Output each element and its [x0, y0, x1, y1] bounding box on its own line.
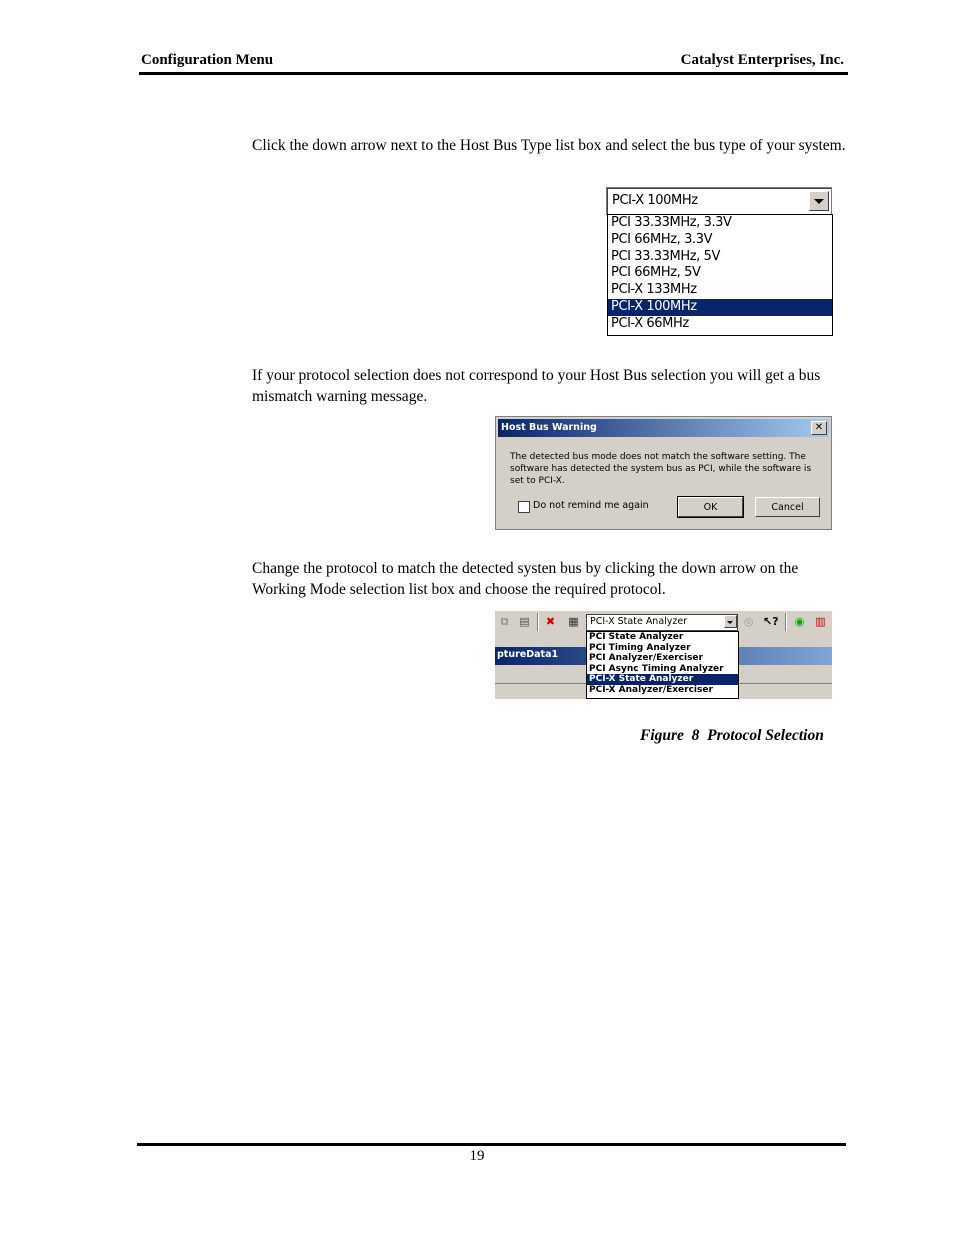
host-bus-combo[interactable]	[606, 187, 832, 215]
host-bus-selected-value: PCI-X 100MHz	[612, 193, 698, 208]
cancel-button[interactable]: Cancel	[755, 497, 820, 517]
chart-icon[interactable]: ▥	[815, 615, 826, 628]
host-bus-option[interactable]: PCI 33.33MHz, 3.3V	[611, 215, 732, 230]
calendar-icon[interactable]: ▦	[568, 615, 579, 628]
figure-caption: Figure 8 Protocol Selection	[640, 727, 824, 744]
footer-rule	[137, 1143, 846, 1146]
chevron-down-icon	[727, 621, 733, 624]
delete-icon[interactable]: ✖	[545, 615, 556, 628]
protocol-toolbar	[495, 611, 832, 699]
working-mode-combo[interactable]	[586, 614, 738, 631]
protocol-option[interactable]: PCI Timing Analyzer	[589, 642, 691, 653]
toolbar-separator	[785, 613, 787, 631]
chevron-down-icon	[814, 199, 824, 204]
host-bus-dropdown-button[interactable]	[809, 191, 829, 211]
host-bus-options-list	[607, 214, 833, 336]
working-mode-selected-value: PCI-X State Analyzer	[590, 616, 688, 627]
close-icon: ✕	[814, 422, 824, 433]
paste-icon[interactable]: ▤	[519, 615, 530, 628]
toolbar-separator	[537, 613, 539, 631]
host-bus-type-listbox	[606, 187, 832, 340]
host-bus-option[interactable]: PCI 33.33MHz, 5V	[611, 248, 720, 264]
run-icon[interactable]: ◉	[794, 615, 805, 628]
dialog-title: Host Bus Warning	[501, 422, 597, 433]
header-left: Configuration Menu	[141, 52, 274, 68]
protocol-option[interactable]: PCI Analyzer/Exerciser	[589, 653, 703, 664]
dialog-titlebar	[498, 419, 829, 437]
toolbar-row	[495, 611, 832, 633]
protocol-option-selected[interactable]: PCI-X State Analyzer	[587, 674, 738, 685]
dialog-message: The detected bus mode does not match the software setting. The software has detected the system bus as PCI, while the software is set to PCI-X.	[510, 452, 812, 486]
do-not-remind-label: Do not remind me again	[533, 500, 649, 511]
working-mode-dropdown-button[interactable]	[724, 615, 737, 628]
host-bus-option-selected[interactable]: PCI-X 100MHz	[608, 299, 832, 316]
paragraph-mismatch: If your protocol selection does not correspond to your Host Bus selection you will get a bus mismatch warning message.	[252, 367, 821, 405]
paragraph-protocol: Change the protocol to match the detected systen bus by clicking the down arrow on the Working Mode selection list box and choose the required protocol.	[252, 560, 799, 598]
stop-icon[interactable]: ◎	[743, 615, 754, 628]
host-bus-option[interactable]: PCI-X 66MHz	[611, 315, 689, 331]
paragraph-host-bus: Click the down arrow next to the Host Bus Type list box and select the bus type of your system.	[252, 137, 846, 154]
host-bus-option[interactable]: PCI 66MHz, 3.3V	[611, 231, 713, 247]
close-button[interactable]	[811, 421, 827, 435]
copy-icon[interactable]: ⧉	[500, 615, 509, 628]
working-mode-options-list	[586, 631, 739, 699]
protocol-option[interactable]: PCI-X Analyzer/Exerciser	[589, 684, 713, 695]
ok-button[interactable]: OK	[678, 497, 743, 517]
help-pointer-icon[interactable]: ↖?	[763, 615, 779, 628]
protocol-option[interactable]: PCI State Analyzer	[589, 632, 684, 642]
page-number: 19	[469, 1148, 485, 1164]
host-bus-option[interactable]: PCI-X 133MHz	[611, 282, 697, 298]
host-bus-option[interactable]: PCI 66MHz, 5V	[611, 265, 701, 281]
header-right: Catalyst Enterprises, Inc.	[680, 52, 844, 68]
do-not-remind-checkbox[interactable]	[518, 501, 530, 513]
capture-window-title: ptureData1	[497, 649, 559, 660]
header-rule	[139, 72, 848, 75]
host-bus-warning-dialog	[495, 416, 832, 530]
protocol-option[interactable]: PCI Async Timing Analyzer	[589, 663, 724, 674]
